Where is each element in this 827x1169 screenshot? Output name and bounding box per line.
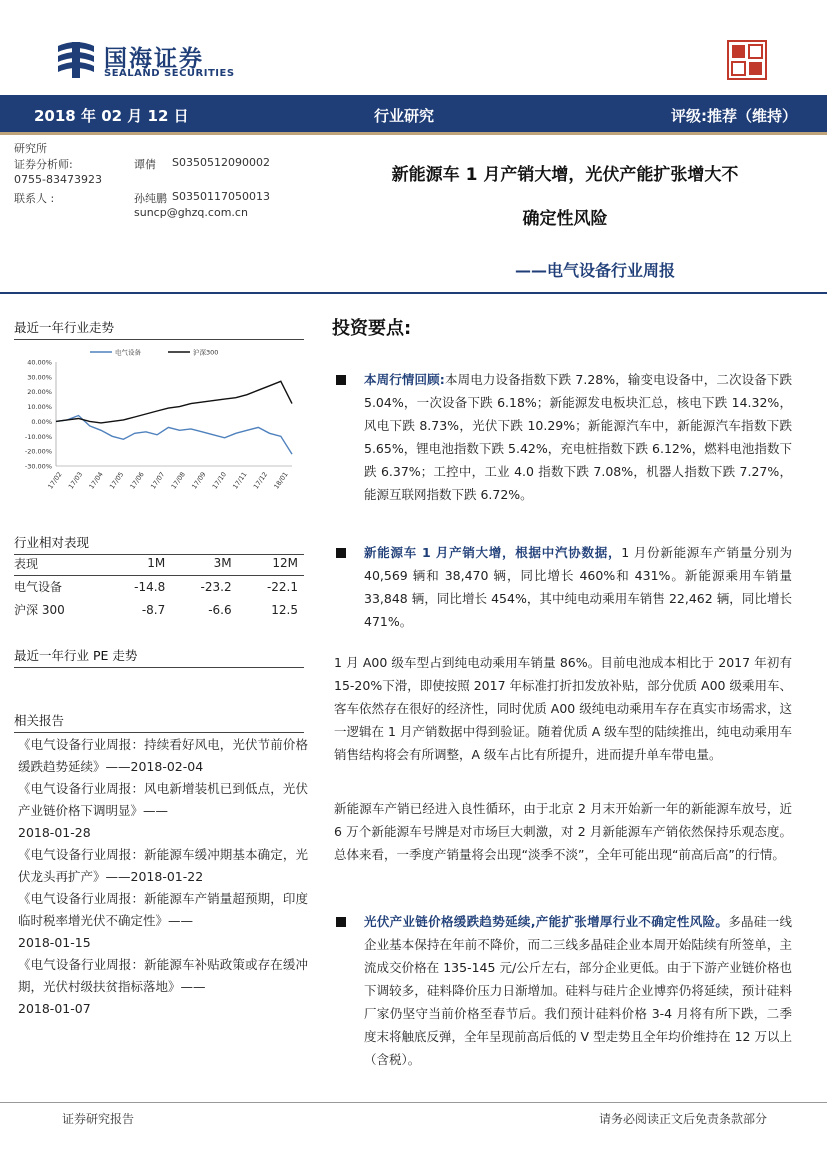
related-report[interactable] — [18, 888, 308, 954]
related-report-text: 《电气设备行业周报：新能源车缓冲期基本确定，光伏龙头再扩产》 — [18, 847, 308, 884]
x-tick-label: 17/05 — [107, 470, 126, 491]
related-report-date: ——2018-02-04 — [105, 759, 204, 774]
perf-header: 3M — [171, 552, 237, 575]
related-report[interactable] — [18, 734, 308, 778]
para-body: 多晶硅一线企业基本保持在年前不降价，而二三线多晶硅企业本周开始陆续有所签单，主流成交价格在 135-145 元/公斤左右，部分企业更低。由于下游产业链价格也下调较多，硅料降价压力日渐增加。硅料与硅片企业博弈仍将延续，预计硅料厂家仍坚守当前价格至春节后。我们预计硅料价格 3-4 月将有所下跌，二季度末将触底反弹，全年呈现前高后低的 V 型走势且全年均价维持在 12 万以上（含税）。 — [364, 914, 792, 1067]
y-tick-label: -30.00% — [24, 462, 52, 471]
perf-cell: 沪深 300 — [14, 603, 65, 617]
trend-chart — [14, 340, 304, 500]
table-row — [14, 598, 304, 621]
x-tick-label: 17/10 — [210, 470, 229, 491]
legend-label: 电气设备 — [115, 348, 141, 357]
related-report[interactable] — [18, 844, 308, 888]
y-tick-label: 0.00% — [31, 417, 52, 426]
research-seal-icon — [727, 40, 767, 80]
para-lead: 本周行情回顾: — [364, 372, 445, 387]
perf-cell: -23.2 — [200, 579, 232, 594]
related-report-date: 2018-01-28 — [18, 825, 91, 840]
y-tick-label: -10.00% — [24, 432, 52, 441]
x-tick-label: 17/02 — [46, 470, 64, 491]
analyst-id: S0350512090002 — [172, 156, 270, 169]
report-rating: 评级:推荐（维持） — [671, 107, 797, 125]
x-tick-label: 17/07 — [149, 470, 167, 491]
logo-text-cn: 国海证券 — [104, 46, 204, 72]
perf-cell: -22.1 — [266, 579, 298, 594]
header-bar — [0, 95, 827, 135]
related-report-date: ——2018-01-22 — [105, 869, 204, 884]
analyst-phone: 0755-83473923 — [14, 173, 102, 186]
contact-email[interactable]: suncp@ghzq.com.cn — [134, 206, 248, 219]
y-tick-label: 20.00% — [27, 388, 52, 397]
perf-cell: -6.6 — [208, 602, 232, 617]
para-body: 1 月份新能源车产销量分别为 40,569 辆和 38,470 辆，同比增长 460%和 431%。新能源乘用车销量 33,848 辆，同比增长 454%，其中纯电动乘用车销售 22,462 辆，同比增长 471%。 — [364, 545, 792, 629]
footer-left: 证券研究报告 — [62, 1112, 135, 1126]
x-tick-label: 17/03 — [66, 470, 85, 491]
bullet-icon — [336, 548, 346, 558]
bullet-icon — [336, 375, 346, 385]
related-report-date: 2018-01-07 — [18, 1001, 91, 1016]
related-report-text: 《电气设备行业周报：新能源车补贴政策或存在缓冲期，光伏村级扶贫指标落地》—— — [18, 957, 308, 994]
bullet-icon — [336, 917, 346, 927]
x-tick-label: 17/11 — [231, 470, 249, 491]
report-title-line1: 新能源车 1 月产销大增，光伏产能扩张增大不 — [391, 165, 739, 185]
report-type: 行业研究 — [374, 107, 435, 125]
perf-header: 1M — [105, 552, 171, 575]
footer-right: 请务必阅读正文后免责条款部分 — [598, 1112, 767, 1126]
analyst-label: 证券分析师: — [14, 158, 73, 171]
trend-title: 最近一年行业走势 — [14, 318, 304, 340]
paragraph-market-review — [364, 368, 792, 506]
perf-cell: -14.8 — [134, 579, 166, 594]
paragraph-a00: 1 月 A00 级车型占到纯电动乘用车销量 86%。目前电池成本相比于 2017 年初有 15-20%下滑，即使按照 2017 年标准打折扣发放补贴，部分优质 A00 级乘用车、客车依然存在很好的经济性，同时优质 A00 级纯电动乘用车存在真实市场需求，这一逻辑在 1 月产销数据中得到验证。随着优质 A 级车型的陆续推出，纯电动乘用车销售结构将会有所调整，A 级车占比有所提升，进而提升单车带电量。 — [334, 655, 792, 762]
dept-label: 研究所 — [14, 142, 47, 155]
legend-label: 沪深300 — [193, 348, 219, 357]
related-report-date: 2018-01-15 — [18, 935, 91, 950]
para-lead: 新能源车 1 月产销大增，根据中汽协数据， — [364, 545, 622, 560]
related-report-text: 《电气设备行业周报：持续看好风电，光伏节前价格缓跌趋势延续》 — [18, 737, 308, 774]
contact-name: 孙纯鹏 — [134, 192, 167, 205]
footer-divider — [0, 1102, 827, 1103]
x-tick-label: 17/04 — [87, 470, 105, 491]
y-tick-label: 30.00% — [27, 373, 52, 382]
y-tick-label: 10.00% — [27, 403, 52, 412]
related-report[interactable] — [18, 954, 308, 1020]
perf-cell: 电气设备 — [14, 580, 63, 595]
table-row — [14, 575, 304, 598]
related-report-text: 《电气设备行业周报：风电新增装机已到低点，光伏产业链价格下调明显》—— — [18, 781, 308, 818]
paragraph-pv — [364, 910, 792, 1071]
report-title-line2: 确定性风险 — [522, 209, 608, 229]
report-subtitle: ——电气设备行业周报 — [514, 261, 675, 280]
x-tick-label: 17/09 — [190, 470, 208, 491]
x-tick-label: 17/06 — [128, 470, 146, 491]
report-date: 2018 年 02 月 12 日 — [34, 107, 189, 125]
reports-title: 相关报告 — [14, 711, 304, 733]
perf-cell: -8.7 — [141, 602, 166, 617]
sealand-logo-icon — [54, 40, 98, 80]
perf-cell: 12.5 — [271, 602, 298, 617]
paragraph-nev — [364, 541, 792, 633]
paragraph-nev-cycle: 新能源车产销已经进入良性循环，由于北京 2 月末开始新一年的新能源车放号，近 6 万个新能源车号牌是对市场巨大刺激，对 2 月新能源车产销依然保持乐观态度。总体来看，一季度产销量将会出现“淡季不淡”，全年可能出现“前高后高”的行情。 — [334, 801, 792, 862]
y-tick-label: 40.00% — [27, 358, 52, 367]
para-body: 本周电力设备指数下跌 7.28%，输变电设备中，二次设备下跌 5.04%，一次设备下跌 6.18%；新能源发电板块汇总，核电下跌 14.32%，风电下跌 8.73%，光伏下跌 10.29%；新能源汽车中，新能源汽车指数下跌 5.65%，锂电池指数下跌 5.42%，充电桩指数下跌 6.12%，燃料电池指数下跌 6.37%；工控中，工业 4.0 指数下跌 7.08%，机器人指数下跌 7.27%，能源互联网指数下跌 6.72%。 — [364, 372, 793, 502]
related-report-text: 《电气设备行业周报：新能源车产销量超预期，印度临时税率增光伏不确定性》—— — [18, 891, 308, 928]
para-lead: 光伏产业链价格缓跌趋势延续,产能扩张增厚行业不确定性风险。 — [364, 914, 729, 929]
pe-title: 最近一年行业 PE 走势 — [14, 646, 304, 668]
section-heading: 投资要点: — [332, 318, 412, 339]
perf-title: 行业相对表现 — [14, 533, 304, 555]
analyst-name: 谭倩 — [134, 158, 156, 171]
x-tick-label: 18/01 — [272, 470, 290, 491]
perf-table — [14, 552, 304, 621]
logo-text-en: SEALAND SECURITIES — [104, 68, 235, 79]
divider — [0, 292, 827, 294]
x-tick-label: 17/12 — [251, 470, 270, 491]
contact-id: S0350117050013 — [172, 190, 270, 203]
perf-header: 12M — [238, 552, 304, 575]
perf-header: 表现 — [14, 552, 105, 575]
related-report[interactable] — [18, 778, 308, 844]
series-line-1 — [56, 381, 292, 423]
contact-label: 联系人 : — [14, 192, 55, 205]
y-tick-label: -20.00% — [24, 447, 52, 456]
x-tick-label: 17/08 — [169, 470, 187, 491]
